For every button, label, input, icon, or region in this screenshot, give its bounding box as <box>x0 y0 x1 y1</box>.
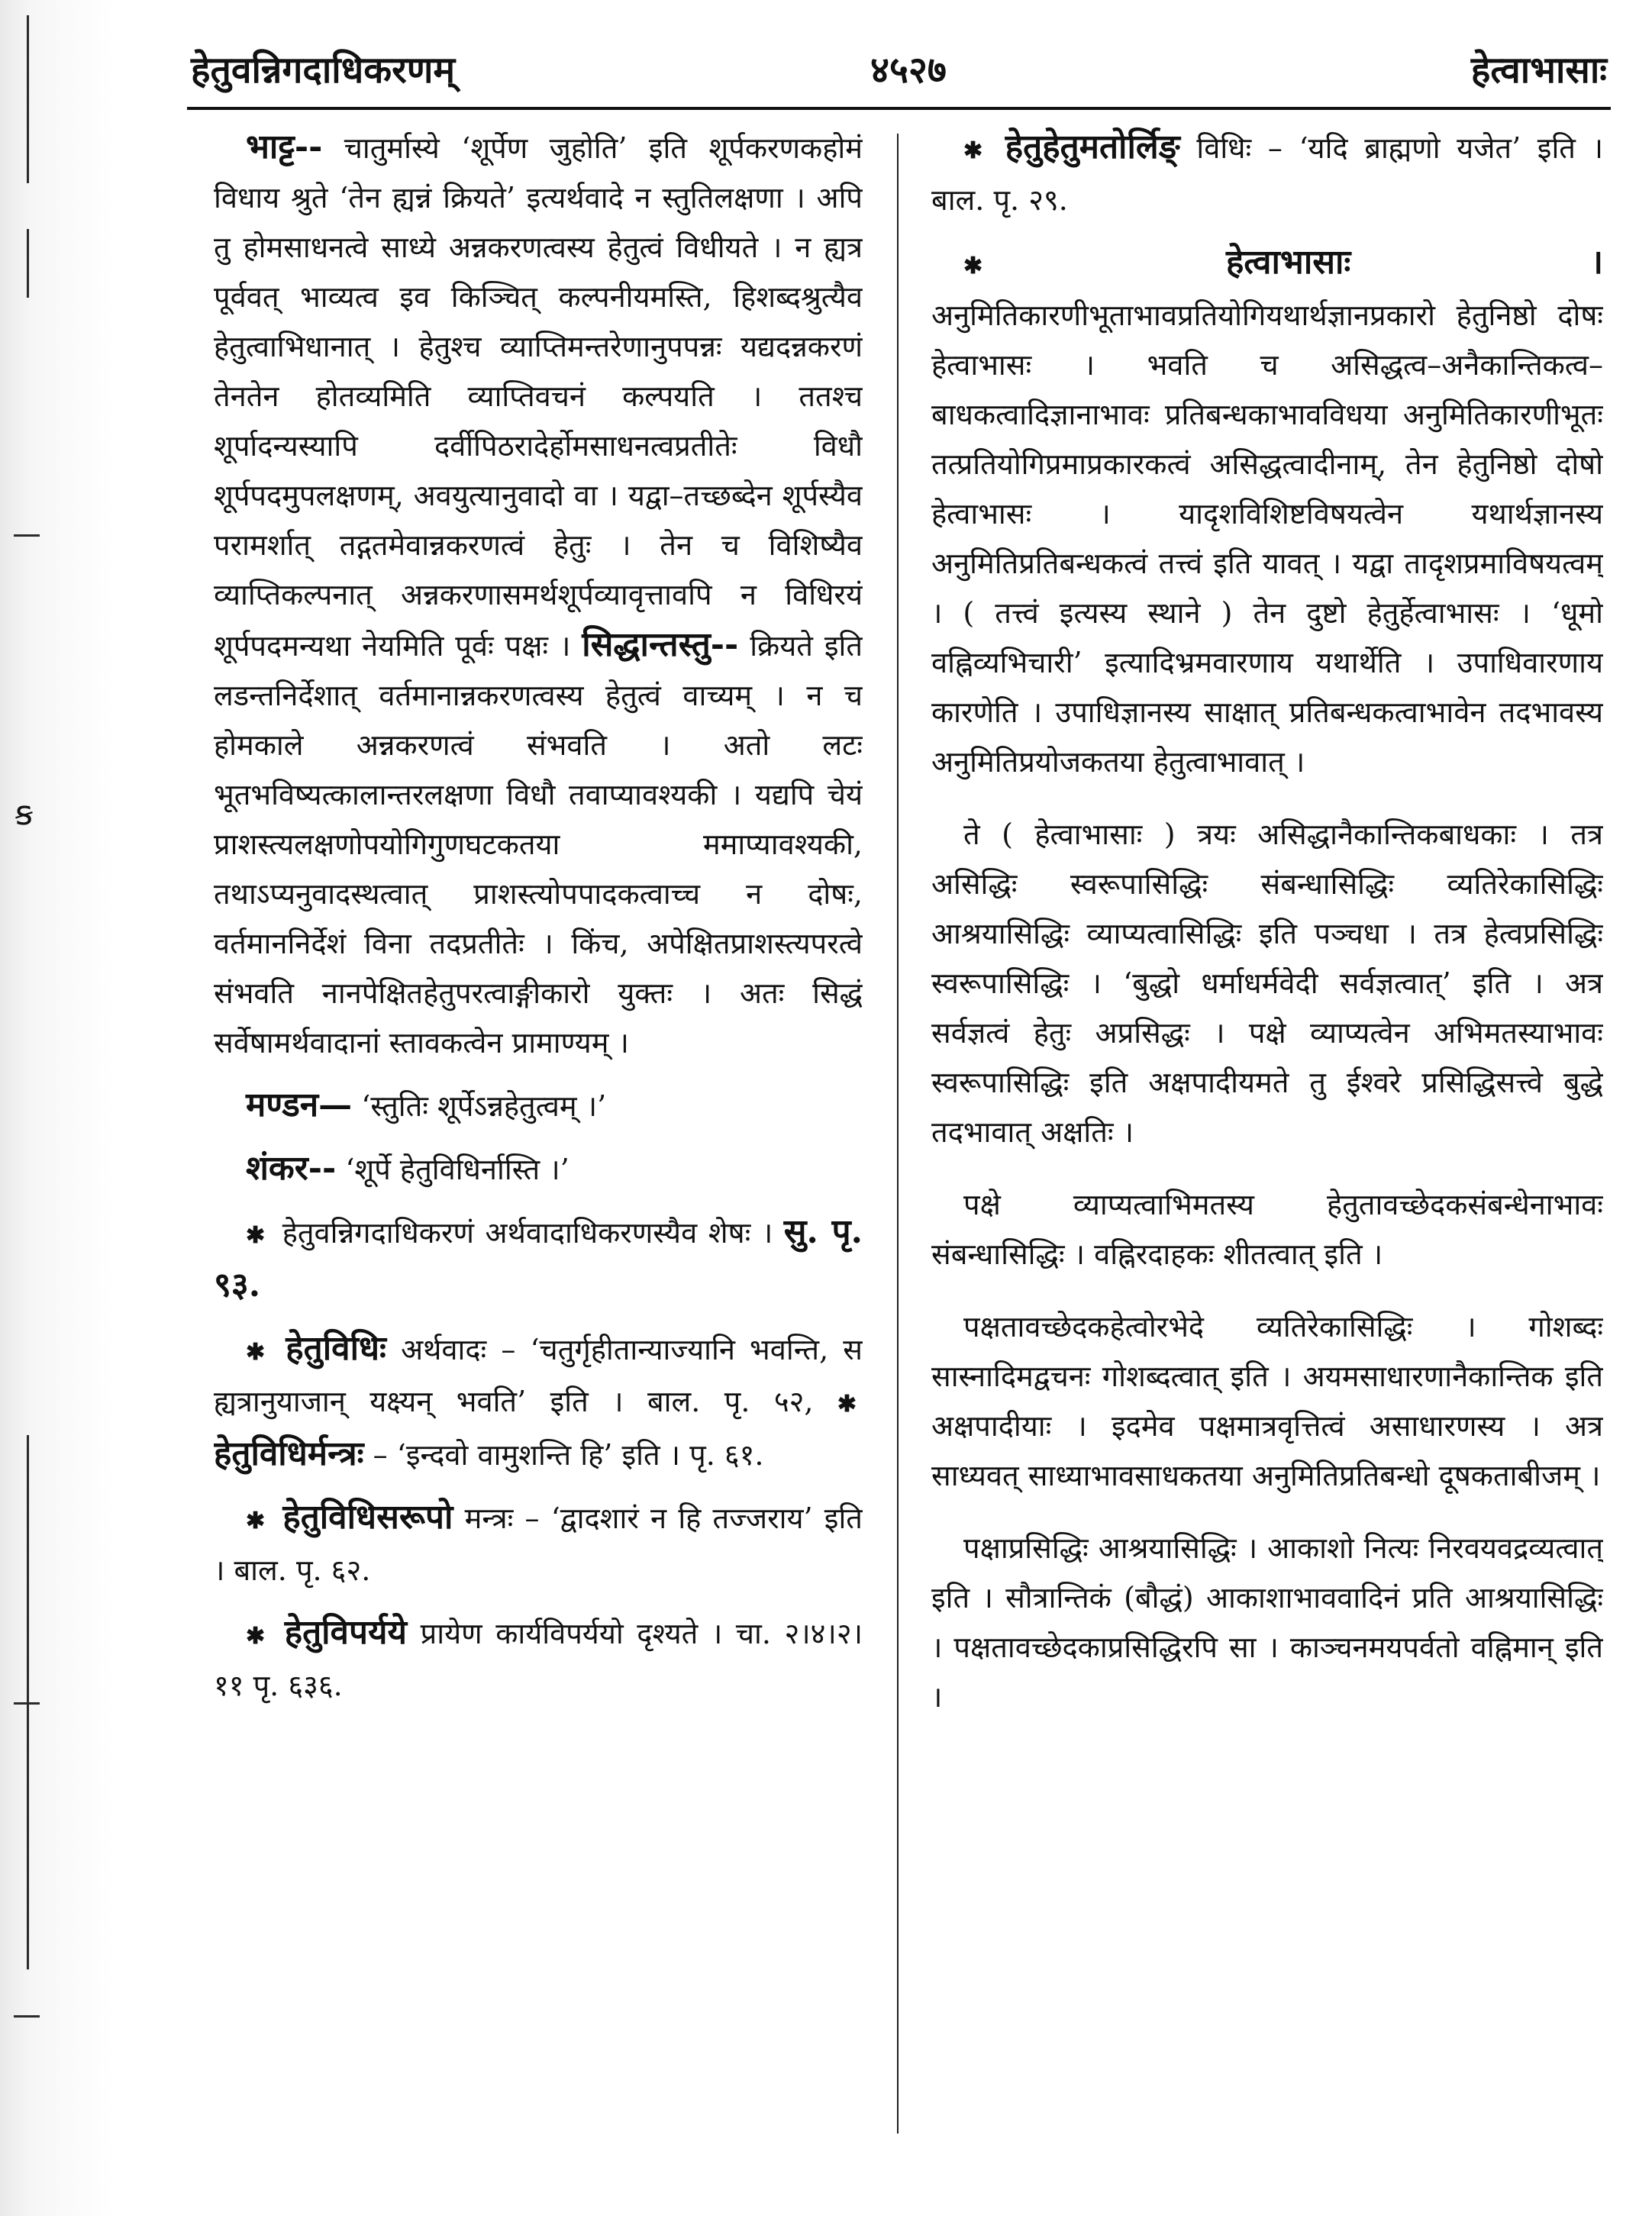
entry-hetuvidhi <box>214 1324 863 1480</box>
entry-head: हेतुविपर्यये <box>284 1613 408 1652</box>
reference: सु. पृ. ९३. <box>214 1212 863 1305</box>
paragraph-shankara <box>214 1143 863 1195</box>
asterisk-icon: ✱ <box>246 1623 266 1650</box>
asterisk-icon: ✱ <box>963 137 983 164</box>
entry-hetvabhasa <box>931 237 1603 787</box>
paragraph-text: प्रायेण कार्यविपर्ययो दृश्यते । चा. २।४।२।११ पृ. ६३६. <box>214 1617 863 1702</box>
asterisk-icon: ✱ <box>963 253 983 279</box>
paragraph-text: ‘शूर्पे हेतुविधिर्नास्ति ।’ <box>345 1153 569 1186</box>
entry-hetuvannigada <box>214 1207 863 1311</box>
entry-head: सिद्धान्तस्तु-- <box>582 625 739 664</box>
header-right-title: हेत्वाभासाः <box>1470 49 1607 92</box>
margin-tick <box>14 534 40 537</box>
entry-head: हेत्वाभासाः । <box>1226 243 1603 282</box>
margin-tick <box>14 2015 40 2018</box>
asterisk-icon: ✱ <box>246 1339 266 1366</box>
entry-head: हेतुविधिर्मन्त्रः <box>214 1434 364 1473</box>
margin-rule <box>27 15 29 183</box>
paragraph-text: अनुमितिकारणीभूताभावप्रतियोगियथार्थज्ञानप्रकारो हेतुनिष्ठो दोषः हेत्वाभासः । भवति च असिद्धत्व–अनैकान्तिकत्व–बाधकत्वादिज्ञानाभावः प्रतिबन्धकाभावविधया अनुमितिकारणीभूतः तत्प्रतियोगिप्रमाप्रकारकत्वं असिद्धत्वादीनाम्, तेन हेतुनिष्ठो दोषो हेत्वाभासः । यादृशविशिष्टविषयत्वेन यथार्थज्ञानस्य अनुमितिप्रतिबन्धकत्वं तत्त्वं इति यावत् । यद्वा तादृशप्रमाविषयत्वम् । ( तत्त्वं इत्यस्य स्थाने ) तेन दुष्टो हेतुर्हेत्वाभासः । ‘धूमो वह्निव्यभिचारी’ इत्यादिभ्रमवारणाय यथार्थेति । उपाधिवारणाय कारणेति । उपाधिज्ञानस्य साक्षात् प्रतिबन्धकत्वाभावेन तदभावस्य अनुमितिप्रयोजकतया हेतुत्वाभावात् । <box>931 298 1603 779</box>
entry-head: मण्डन— <box>246 1085 353 1124</box>
running-header <box>191 37 1607 105</box>
margin-mark: ꞩ <box>15 794 33 833</box>
scan-margin <box>0 0 115 2216</box>
entry-hetuhetumat <box>931 122 1603 225</box>
entry-head: शंकर-- <box>246 1149 337 1188</box>
margin-rule <box>27 229 29 298</box>
paragraph-vyatireka: पक्षतावच्छेदकहेत्वोरभेदे व्यतिरेकासिद्धिः । गोशब्दः सास्नादिमद्वचनः गोशब्दत्वात् इति । अयमसाधारणानैकान्तिक इति अक्षपादीयाः । इदमेव पक्षमात्रवृत्तित्वं असाधारणस्य । अत्र साध्यवत् साध्याभावसाधकतया अनुमितिप्रतिबन्धो दूषकताबीजम् । <box>931 1310 1603 1492</box>
paragraph-bhatta <box>214 122 863 1068</box>
header-rule <box>187 107 1611 110</box>
paragraph-text: विधिः – ‘यदि ब्राह्मणो यजेत’ इति । बाल. पृ. २९. <box>931 131 1603 217</box>
paragraph-sambandha: पक्षे व्याप्यत्वाभिमतस्य हेतुतावच्छेदकसंबन्धेनाभावः संबन्धासिद्धिः । वह्निरदाहकः शीतत्वात् इति । <box>931 1188 1603 1271</box>
right-column <box>931 122 1603 2183</box>
page-number: ४५२७ <box>870 49 947 92</box>
header-left-title: हेतुवन्निगदाधिकरणम् <box>191 49 456 92</box>
asterisk-icon: ✱ <box>246 1508 266 1534</box>
entry-head: भाट्ट-- <box>246 127 323 166</box>
paragraph-text: ‘स्तुतिः शूर्पेऽन्नहेतुत्वम् ।’ <box>361 1089 607 1123</box>
paragraph-text: क्रियते इति लडन्तनिर्देशात् वर्तमानान्नकरणत्वस्य हेतुत्वं वाच्यम् । न च होमकाले अन्नकरणत्वं संभवति । अतो लटः भूतभविष्यत्कालान्तरलक्षणा विधौ तवाप्यावश्यकी । यद्यपि चेयं प्राशस्त्यलक्षणोपयोगिगुणघटकतया ममाप्यावश्यकी, तथाऽप्यनुवादस्थत्वात् प्राशस्त्योपपादकत्वाच्च न दोषः, वर्तमाननिर्देशं विना तदप्रतीतेः । किंच, अपेक्षितप्राशस्त्यपरत्वे संभवति नानपेक्षितहेतुपरत्वाङ्गीकारो युक्तः । अतः सिद्धं सर्वेषामर्थवादानां स्तावकत्वेन प्रामाण्यम् । <box>214 629 863 1060</box>
entry-hetuvidhisarupo <box>214 1492 863 1595</box>
asterisk-icon: ✱ <box>246 1222 266 1249</box>
paragraph-text: अर्थवादः – ‘चतुर्गृहीतान्याज्यानि भवन्ति, स ह्यत्रानुयाजान् यक्ष्यन् भवति’ इति । बाल. पृ. ५२, <box>214 1333 863 1418</box>
entry-head: हेतुविधिसरूपो <box>282 1498 453 1537</box>
paragraph-text: – ‘इन्दवो वामुशन्ति हि’ इति । पृ. ६१. <box>373 1438 764 1472</box>
paragraph-hetvabhasa-types: ते ( हेत्वाभासाः ) त्रयः असिद्धानैकान्तिकबाधकाः । तत्र असिद्धिः स्वरूपासिद्धिः संबन्धासिद्धिः व्यतिरेकासिद्धिः आश्रयासिद्धिः व्याप्यत्वासिद्धिः इति पञ्चधा । तत्र हेत्वप्रसिद्धिः स्वरूपासिद्धिः । ‘बुद्धो धर्माधर्मवेदी सर्वज्ञत्वात्’ इति । अत्र सर्वज्ञत्वं हेतुः अप्रसिद्धः । पक्षे व्याप्यत्वेन अभिमतस्याभावः स्वरूपासिद्धिः इति अक्षपादीयमते तु ईश्वरे प्रसिद्धिसत्त्वे बुद्धे तदभावात् अक्षतिः । <box>931 818 1603 1149</box>
paragraph-text: चातुर्मास्ये ‘शूर्पेण जुहोति’ इति शूर्पकरणकहोमं विधाय श्रुते ‘तेन ह्यन्नं क्रियते’ इत्यर्थवादे न स्तुतिलक्षणा । अपि तु होमसाधनत्वे साध्ये अन्नकरणत्वस्य हेतुत्वं विधीयते । न ह्यत्र पूर्ववत् भाव्यत्व इव किञ्चित् कल्पनीयमस्ति, हिशब्दश्रुत्यैव हेतुत्वाभिधानात् । हेतुश्च व्याप्तिमन्तरेणानुपपन्नः यद्यदन्नकरणं तेनतेन होतव्यमिति व्याप्तिवचनं कल्पयति । ततश्च शूर्पादन्यस्यापि दर्वीपिठरादेर्होमसाधनत्वप्रतीतेः विधौ शूर्पपदमुपलक्षणम्, अवयुत्यानुवादो वा । यद्वा–तच्छब्देन शूर्पस्यैव परामर्शात् तद्गतमेवान्नकरणत्वं हेतुः । तेन च विशिष्यैव व्याप्तिकल्पनात् अन्नकरणासमर्थशूर्पव्यावृत्तावपि न विधिरयं शूर्पपदमन्यथा नेयमिति पूर्वः पक्षः । <box>214 131 863 663</box>
entry-head: हेतुविधिः <box>286 1329 386 1368</box>
paragraph-mandana <box>214 1080 863 1131</box>
column-divider <box>897 134 899 2134</box>
paragraph-text: मन्त्रः – ‘द्वादशारं न हि तज्जराय’ इति । बाल. पृ. ६२. <box>214 1502 863 1587</box>
entry-hetuviparyaye <box>214 1608 863 1711</box>
asterisk-icon: ✱ <box>837 1391 857 1418</box>
paragraph-text: हेतुवन्निगदाधिकरणं अर्थवादाधिकरणस्यैव शेषः । <box>282 1216 773 1250</box>
entry-head: हेतुहेतुमतोर्लिङ् <box>1005 127 1180 166</box>
left-column <box>214 122 863 2183</box>
paragraph-ashraya: पक्षाप्रसिद्धिः आश्रयासिद्धिः । आकाशो नित्यः निरवयवद्रव्यत्वात् इति । सौत्रान्तिकं (बौद्धं) आकाशाभाववादिनं प्रति आश्रयासिद्धिः । पक्षतावच्छेदकाप्रसिद्धिरपि सा । काञ्चनमयपर्वतो वह्निमान् इति । <box>931 1531 1603 1714</box>
margin-tick <box>14 1702 40 1705</box>
